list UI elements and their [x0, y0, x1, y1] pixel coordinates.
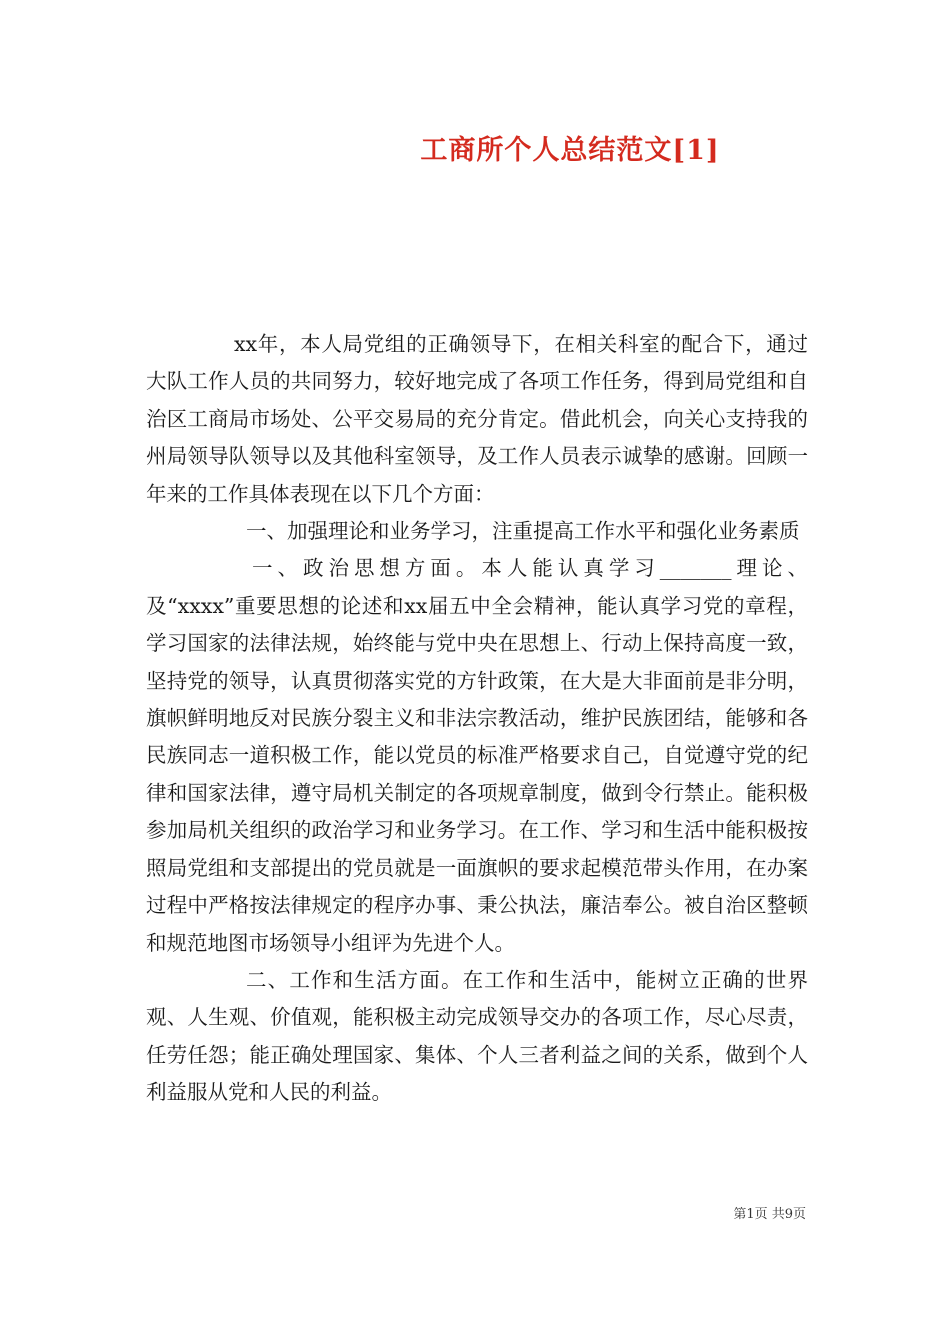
document-body — [146, 326, 808, 1112]
work-life-paragraph: 二、工作和生活方面。在工作和生活中，能树立正确的世界观、人生观、价值观，能积极主动完成领导交办的各项工作，尽心尽责，任劳任怨；能正确处理国家、集体、个人三者利益之间的关系，做到个人利益服从党和人民的利益。 — [146, 967, 808, 1105]
page-number: 第1页 共9页 — [733, 1207, 806, 1222]
section-heading: 一、加强理论和业务学习，注重提高工作水平和强化业务素质 — [246, 519, 800, 544]
political-paragraph: 一、政治思想方面。本人能认真学习_______理论、及“xxxx”重要思想的论述和xx届五中全会精神，能认真学习党的章程，学习国家的法律法规，始终能与党中央在思想上、行动上保持高度一致，坚持党的领导，认真贯彻落实党的方针政策，在大是大非面前是非分明，旗帜鲜明地反对民族分裂主义和非法宗教活动，维护民族团结，能够和各民族同志一道积极工作，能以党员的标准严格要求自己，自觉遵守党的纪律和国家法律，遵守局机关制定的各项规章制度，做到令行禁止。能积极参加局机关组织的政治学习和业务学习。在工作、学习和生活中能积极按照局党组和支部提出的党员就是一面旗帜的要求起模范带头作用，在办案过程中严格按法律规定的程序办事、秉公执法，廉洁奉公。被自治区整顿和规范地图市场领导小组评为先进个人。 — [146, 556, 808, 955]
intro-paragraph: xx年，本人局党组的正确领导下，在相关科室的配合下，通过大队工作人员的共同努力，较好地完成了各项工作任务，得到局党组和自治区工商局市场处、公平交易局的充分肯定。借此机会，向关心支持我的州局领导队领导以及其他科室领导，及工作人员表示诚挚的感谢。回顾一年来的工作具体表现在以下几个方面： — [146, 332, 808, 506]
page-title: 工商所个人总结范文[1] — [420, 135, 720, 166]
